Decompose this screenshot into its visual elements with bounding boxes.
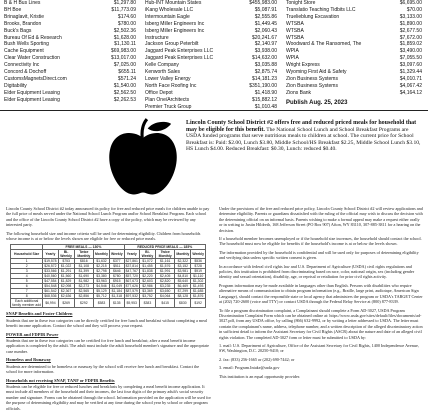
ledger-row [145,0,277,7]
table-cell: $1,838 [139,269,155,274]
column-header: Bi-Weekly [139,250,155,259]
table-cell: $292 [74,299,93,308]
table-cell: $26,572 [44,264,57,269]
column-header: Bi-Weekly [58,250,74,259]
vendor-name: North Face Roofing Inc [145,82,197,89]
vendor-amount: $7,672.00 [399,34,422,41]
announcement-lead: Lincoln County School District #2 offers free and reduced priced meals for household that may be eligible for this benefit. [186,120,417,133]
table-cell: $3,380 [93,274,109,279]
left-column [6,206,211,414]
policy-paragraph: Under the provisions of the free and reduced price policy, Lincoln County School District #2 will review applications and determine eligibility. Parents or guardians dissatisfied with the ruling of the official may wish to discuss the decision with the determining official on an informal basis. Parents wishing to make a formal appeal may make a request either orally or in writing to Justin Hildreth, 168 Jefferson Street (PO Box 907) Afton, WY 83110, 307-885-3811 for a hearing on the decision. [219,206,423,233]
table-cell: $1,022 [58,264,74,269]
table-cell: $1,455 [139,264,155,269]
table-cell: $1,876 [191,294,206,299]
vendor-name: Digitability [4,82,27,89]
ledger-row [145,97,277,104]
table-cell: $2,636 [58,294,74,299]
vendor-amount: $2,140.97 [254,41,277,48]
ledger-row [4,62,136,69]
ledger-row [286,48,422,55]
table-cell: $2,856 [74,294,93,299]
ledger-row [145,90,277,97]
vendor-name: Isberg Miller Engineers Inc [145,27,205,34]
ledger-row [145,69,277,76]
policy-paragraph: 1. mail: U.S. Department of Agriculture, Office of the Assistant Secretary for Civil Rights, 1400 Independence Avenue, SW, Washington, D.C. 20250-9410; or [219,342,419,354]
section-heading: POWER and FDPIR Power [6,331,59,337]
ledger-row [145,41,277,48]
vendor-name: Plan One/Architects [145,96,190,103]
announcement-body: The National School Lunch and School Breakfast Programs are USDA funded programs that serve nutritious meals to children at school. The current price for School Breakfast is: Paid: $2.00, Lunch $3.80, Middle School/HS Breakfast $2.25, Middle School Lunch $3.10, HS Lunch $4.00. Reduced Breakfast: $0.30, Lunch: reduced $0.40. [186,126,421,153]
ledger-row [145,55,277,62]
ledger-row [286,21,422,28]
policy-paragraph: Program information may be made available in languages other than English. Persons with disabilities who require alternative means of communication to obtain program information (e.g., Braille, large print, audiotape, American Sign Language), should contact the responsible state or local agency that administers the program or USDA's TARGET Center at (202) 720-2600 (voice and TTY) or contact USDA through the Federal Relay Service at (800) 877-8339. [219,282,423,305]
table-body [11,259,206,308]
policy-paragraph: 3. email: Program.Intake@usda.gov [219,365,280,371]
section-heading: Households not receiving SNAP, TANF or FDPIR Benefits [6,377,115,383]
table-cell: $269 [58,299,74,308]
table-cell: $1,576 [156,264,175,269]
table-cell: $4,064 [156,294,175,299]
table-cell: $1,161 [156,259,175,264]
table-cell: $1,690 [74,274,93,279]
table-cell: $67,673 [125,279,138,284]
apple-icon [104,116,182,198]
ledger-row [4,41,136,48]
vendor-name: WTSBA [286,27,304,34]
ledger-column-1 [4,0,136,104]
table-cell: $915 [109,279,124,284]
table-cell: $1,318 [109,294,124,299]
vendor-name: Brinaglavit, Kristie [4,13,45,20]
policy-paragraph: To file a program discrimination complaint, a Complainant should complete a Form AD-3027, USDA Program Discrimination Complaint Form which can be obtained online at: https://www.usda.gov/sites/default/files/documents/ad-3027.pdf, from any USDA office, by calling (866) 632-9992, or by writing a letter addressed to USDA. The letter must contain the complainant's name, address, telephone number, and a written description of the alleged discriminatory action in sufficient detail to inform the Assistant Secretary for Civil Rights (ASCR) about the nature and date of an alleged civil rights violation. The completed AD-3027 form or letter must be submitted to USDA by: [219,307,423,340]
table-cell: $1,399 [74,269,93,274]
ledger-row [145,7,277,14]
vendor-amount: $70.00 [406,6,422,13]
policy-paragraph: If a household member becomes unemployed or if the household size increases, the household should contact the school. The household must now be eligible for benefits if the household's income is at or below the levels shown. [219,236,422,247]
vendor-amount: $5,087.91 [254,6,277,13]
vendor-name: BH Boe [4,6,22,13]
table-cell: Each additional family member add [12,299,42,308]
vendor-amount: $1,010.48 [254,103,277,110]
ledger-row [286,0,422,7]
vendor-amount: $6,695.00 [399,0,422,6]
table-cell: $383 [139,299,155,308]
table-cell: $5,640 [175,279,191,284]
vendor-amount: $2,502.36 [113,27,136,34]
vendor-amount: $1,540.00 [113,82,136,89]
ledger-row [4,69,136,76]
vendor-amount: $655.11 [118,69,136,76]
table-cell: $3,981 [175,269,191,274]
table-cell: 5 [11,279,43,284]
vendor-name: Translatio Teaching Tidbits LLC [286,6,356,13]
table-cell: $1,302 [191,279,206,284]
table-cell: $1,072 [139,259,155,264]
vendor-amount: $780.00 [117,20,136,27]
table-cell: $54,548 [44,284,57,289]
column-header: Monthly [93,250,109,259]
table-cell: $2,405 [156,274,175,279]
vendor-amount: $2,562.50 [113,89,136,96]
ledger-row [145,28,277,35]
table-cell: $4,810 [175,274,191,279]
table-cell: $1,108 [74,264,93,269]
vendor-name: Jaggard Peak Enterprises LLC [145,55,214,62]
table-cell: $7,299 [175,289,191,294]
table-cell: $4,546 [93,284,109,289]
vendor-name: Concord & Dochoff [4,69,47,76]
ledger-row [286,69,422,76]
vendor-amount: $3,938.00 [254,48,277,55]
bills-ledger [0,0,428,112]
table-cell: $780 [109,274,124,279]
table-cell: $646 [109,269,124,274]
vendor-amount: $4,164.12 [399,89,422,96]
left-sections [6,311,211,411]
ledger-row [4,7,136,14]
vendor-amount: $13,017.00 [110,55,136,62]
section-heading: Homeless and Runaway [6,357,51,363]
table-cell: $33,566 [44,269,57,274]
vendor-amount: $7,055.50 [399,55,422,62]
table-cell: $2,220 [139,274,155,279]
table-cell: $47,554 [44,279,57,284]
ledger-row [286,35,422,42]
table-cell: $728 [191,264,206,269]
ledger-row [4,0,136,7]
column-header: Weekly [109,250,124,259]
table-cell: $87,579 [125,289,138,294]
ledger-row [4,83,136,90]
table-cell: $830 [175,299,191,308]
vendor-amount: $69,983.00 [110,48,136,55]
vendor-name: Woodward & The Ransomed, The [286,41,362,48]
section-text: Students that are in these two categories can be certified for free lunch and breakfast; after a meal benefit income application is completed by the adult. The adult must include the adult household member's signature and the appropriate case number. [6,338,210,354]
vendor-amount: $1,297.80 [113,0,136,6]
vendor-name: WTSBA [286,20,304,27]
vendor-amount: $1,449.45 [254,20,277,27]
vendor-amount: $1,329.44 [399,69,422,76]
vendor-name: Kelle Company [145,62,179,69]
intro-paragraph: Lincoln County School District #2 today announced its policy for free and reduced price meals for children unable to pay the full price of meals served under the National School Lunch Program and/or School Breakfast Program. Each school and the office of the Lincoln County School District #2 have a copy of the policy, which may be reviewed by any interested party. [6,206,210,228]
vendor-amount: $2,555.86 [254,13,277,20]
criteria-paragraph: The following household size and income criteria will be used for determining eligibility. Children from households whose income is at or below the levels shown are eligible for free or reduced price meals. [6,230,201,242]
free-meals-header: FREE MEALS — 130% [43,245,124,250]
ledger-row [286,14,422,21]
ledger-row [145,62,277,69]
vendor-name: Premier Truck Group [145,103,192,110]
vendor-name: Zion Business Systems [286,82,338,89]
ledger-row [4,21,136,28]
vendor-amount: $1,130.11 [114,41,136,48]
table-cell: $3,152 [175,264,191,269]
vendor-name: Connectivity Inc [4,62,40,69]
table-cell: $19,578 [44,259,57,264]
table-cell: $2,098 [58,284,74,289]
table-cell: 2 [11,264,43,269]
publish-date: Publish Aug. 25, 2023 [286,100,348,106]
table-cell: $8,128 [175,294,191,299]
vendor-name: WPIA [286,48,299,55]
vendor-amount: $3,035.88 [254,62,277,69]
vendor-name: CustomsMagnetsDirect.com [4,75,67,82]
ledger-column-3 [286,0,422,97]
ledger-row [286,28,422,35]
table-cell: $511 [109,264,124,269]
table-cell: $2,986 [139,284,155,289]
table-cell: $37,814 [125,264,138,269]
ledger-row [286,90,422,97]
vendor-amount: $4,067.42 [399,82,422,89]
table-cell: $77,626 [125,284,138,289]
vendor-name: Office Depot [145,89,173,96]
income-eligibility-table [10,244,206,308]
vendor-name: Instructure [145,34,169,41]
divider-rule [0,110,428,111]
vendor-name: Elder Equipment Leasing [4,96,60,103]
table-cell: $1,829 [58,279,74,284]
ledger-row [286,41,422,48]
table-cell: $47,767 [125,269,138,274]
table-cell: 6 [11,284,43,289]
vendor-amount: $14,181.23 [251,75,277,82]
ledger-row [4,55,136,62]
vendor-name: Wright Express [286,62,320,69]
vendor-name: Hub-INT Mountain States [145,0,202,6]
vendor-name: B & H Bus Lines [4,0,41,6]
vendor-amount: $571.24 [117,75,136,82]
table-cell: $1,291 [58,269,74,274]
table-cell: $1,049 [109,284,124,289]
vendor-amount: $1,859.02 [399,41,422,48]
ledger-row [145,76,277,83]
vendor-amount: $2,677.50 [399,27,422,34]
vendor-name: Elder Equipment Leasing [4,89,60,96]
vendor-amount: $2,262.53 [113,96,136,103]
vendor-name: Jackson Group Peterbilt [145,41,199,48]
ledger-row [145,14,277,21]
vendor-amount: $3,097.60 [399,62,422,69]
table-cell: $192 [191,299,206,308]
table-cell: $3,650 [156,289,175,294]
vendor-name: WPIA [286,55,299,62]
vendor-name: Intermountain Eagle [145,13,190,20]
table-cell: $1,110 [191,274,206,279]
table-cell: $919 [191,269,206,274]
table-cell: $2,603 [139,279,155,284]
section-heading: SNAP Benefits and Foster Children [6,311,73,317]
table-cell: $3,235 [156,284,175,289]
vendor-name: Zion Business Systems [286,75,338,82]
vendor-name: Truelieblung Excavation [286,13,340,20]
vendor-amount: $2,875.74 [254,69,277,76]
table-cell: $5,712 [93,294,109,299]
table-cell: $583 [93,299,109,308]
ledger-row [145,48,277,55]
ledger-row [4,48,136,55]
table-cell: 4 [11,274,43,279]
table-cell: $68,536 [44,294,57,299]
table-cell: $6,994 [43,299,58,308]
table-cell: 3 [11,269,43,274]
table-cell: $57,720 [125,274,138,279]
column-header: Yearly [124,250,139,259]
ledger-row [4,90,136,97]
table-cell: $3,752 [139,294,155,299]
section-text: Students can be eligible for free or reduced lunches and breakfasts by completing a meal benefit income application. It must include all members of the household and their incomes, the last four digits of the primary adult's social security number and signature. Forms can be obtained through the school. Information provided on the application will be used for the purpose of determining eligibility and may be verified at any time during the school year by school or other program officials. [6,383,211,411]
ledger-row [286,62,422,69]
reduced-meals-header: REDUCED PRICE MEALS — 185% [124,245,205,250]
vendor-name: Cache Equipment [4,48,44,55]
table-cell: $2,367 [58,289,74,294]
table-cell: $135 [109,299,124,308]
table-cell: $40,560 [44,274,57,279]
ledger-row [145,83,277,90]
policy-paragraph: In accordance with federal civil rights law and U.S. Department of Agriculture (USDA) civil rights regulations and policies, this institution is prohibited from discriminating based on race, color, national origin, sex (including gender identity and sexual orientation), disability, age, or reprisal or retaliation for prior civil rights activity. [219,263,415,280]
vendor-name: Bureau Of Ed & Research [4,34,62,41]
vendor-amount: $11,773.09 [111,6,136,13]
table-row [11,299,206,308]
table-cell: $9,953 [124,299,139,308]
table-cell: 1 [11,259,43,264]
table-cell: $5,129 [93,289,109,294]
vendor-amount: $1,628.00 [113,34,136,41]
table-cell: $1,560 [58,274,74,279]
vendor-name: Brooks, Brandon [4,20,42,27]
table-cell: $816 [74,259,93,264]
table-cell: $415 [156,299,175,308]
policy-paragraph: This institution is an equal opportunity provider. [219,373,301,379]
table-cell: $536 [191,259,206,264]
table-cell: 8 [11,294,43,299]
table-cell: $27,861 [125,259,138,264]
ledger-row [4,14,136,21]
ledger-row [286,83,422,90]
vendor-amount: $20,241.67 [251,34,277,41]
ledger-row [145,21,277,28]
column-header: Weekly [191,250,206,259]
table-cell: $377 [109,259,124,264]
vendor-name: Buck's Bags [4,27,32,34]
vendor-amount: $3,490.00 [399,48,422,55]
vendor-name: Jaggard Peak Enterprises LLC [145,48,214,55]
vendor-name: Tonight Store [286,0,316,6]
vendor-amount: $14,632.00 [251,55,277,62]
column-header: Twice Monthly [74,250,93,259]
vendor-amount: $7,025.00 [113,62,136,69]
ledger-row [145,35,277,42]
ledger-row [286,7,422,14]
vendor-name: Zions Bank [286,89,312,96]
policy-paragraph: The information provided by the household is confidential and will be used only for purposes of determining eligibility and verifying data unless specific written consent is given. [219,249,419,261]
table-cell: $61,542 [44,289,57,294]
vendor-name: Kenworth Sales [145,69,181,76]
table-cell: $1,184 [109,289,124,294]
vendor-amount: $2,060.43 [254,27,277,34]
table-cell: $2,273 [74,284,93,289]
vendor-amount: $1,418.90 [254,89,277,96]
section-text: Students are determined to be homeless or runaway by the school will receive free lunch and breakfast. Contact the school for more information. [6,363,200,375]
table-cell: $97,532 [125,294,138,299]
vendor-name: iKang Wholesale LLC [145,6,194,13]
table-cell: 7 [11,289,43,294]
ledger-row [286,76,422,83]
vendor-amount: $3,133.00 [399,13,422,20]
vendor-name: Bush Wells Sporting [4,41,49,48]
ledger-row [4,97,136,104]
ledger-row [4,76,136,83]
table-cell: $753 [58,259,74,264]
vendor-amount: $15,882.12 [251,96,277,103]
vendor-name: Lower Valley Energy [145,75,191,82]
table-cell: $1,991 [156,269,175,274]
table-cell: $2,820 [156,279,175,284]
column-header: Household Size [11,250,43,259]
vendor-amount: $351,190.00 [249,82,277,89]
ledger-row [4,35,136,42]
table-cell: $2,798 [93,269,109,274]
meal-announcement [186,120,422,153]
table-cell: $2,565 [74,289,93,294]
ledger-row [4,28,136,35]
column-header: Twice Monthly [156,250,175,259]
vendor-name: WTSBA [286,34,304,41]
table-cell: $3,963 [93,279,109,284]
vendor-amount: $4,010.71 [399,75,422,82]
vendor-amount: $174.60 [117,13,136,20]
table-column-headers [11,250,206,259]
table-cell: $3,369 [139,289,155,294]
table-cell: $1,685 [191,289,206,294]
vendor-amount: $1,890.00 [399,20,422,27]
ledger-row [286,55,422,62]
vendor-name: Clear Water Construction [4,55,60,62]
vendor-name: Isberg Miller Engineers Inc [145,20,205,27]
column-header: Monthly [175,250,191,259]
right-column [219,206,424,382]
policy-paragraph: 2. fax: (833) 256-1665 or (202) 690-7442; or [219,356,295,362]
column-header: Yearly [43,250,58,259]
table-cell: $6,469 [175,284,191,289]
section-text: Students that are in these two categories can be directly certified for free lunch and breakfast without completing a meal benefit income application. Contact the school and they will process your request. [6,317,208,329]
vendor-amount: $455,983.00 [249,0,277,6]
table-cell: $1,493 [191,284,206,289]
table-cell: $2,322 [175,259,191,264]
table-cell: $2,215 [93,264,109,269]
table-cell: $1,632 [93,259,109,264]
ledger-column-2 [145,0,277,111]
vendor-name: Wyoming First Aid & Safety [286,69,347,76]
table-cell: $1,982 [74,279,93,284]
